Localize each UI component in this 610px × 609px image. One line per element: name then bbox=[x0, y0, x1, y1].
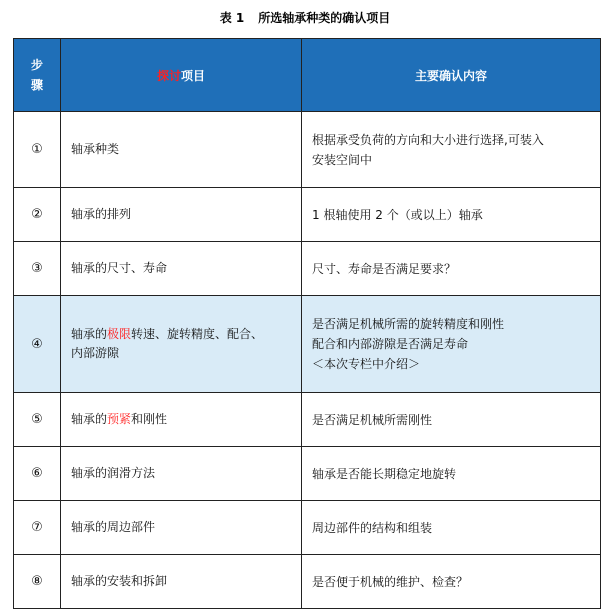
step-number: ⑧ bbox=[14, 555, 61, 609]
check-item: 轴承种类 bbox=[61, 112, 302, 188]
confirmation-table bbox=[13, 38, 601, 609]
step-number: ⑥ bbox=[14, 447, 61, 501]
caption-title: 所选轴承种类的确认项目 bbox=[258, 10, 391, 25]
table-row bbox=[14, 393, 601, 447]
table-row bbox=[14, 555, 601, 609]
header-item-highlight: 探讨 bbox=[156, 68, 181, 83]
table-row bbox=[14, 501, 601, 555]
check-item: 轴承的尺寸、寿命 bbox=[61, 242, 302, 296]
check-content: 尺寸、寿命是否满足要求？ bbox=[302, 242, 601, 296]
check-item: 轴承的排列 bbox=[61, 188, 302, 242]
check-content: 是否满足机械所需刚性 bbox=[302, 393, 601, 447]
header-content: 主要确认内容 bbox=[302, 39, 601, 112]
highlight-text: 极限 bbox=[107, 327, 132, 341]
step-number: ② bbox=[14, 188, 61, 242]
table-row bbox=[14, 447, 601, 501]
check-content: 根据承受负荷的方向和大小进行选择,可装入 安装空间中 bbox=[302, 112, 601, 188]
step-number: ④ bbox=[14, 296, 61, 393]
step-number: ⑦ bbox=[14, 501, 61, 555]
check-item: 轴承的安装和拆卸 bbox=[61, 555, 302, 609]
check-content: 是否满足机械所需的旋转精度和刚性 配合和内部游隙是否满足寿命 ＜本次专栏中介绍＞ bbox=[302, 296, 601, 393]
step-number: ① bbox=[14, 112, 61, 188]
header-row bbox=[14, 39, 601, 112]
highlight-text: 预紧 bbox=[107, 412, 132, 426]
table-row bbox=[14, 242, 601, 296]
check-content: 轴承是否能长期稳定地旋转 bbox=[302, 447, 601, 501]
check-content: 周边部件的结构和组装 bbox=[302, 501, 601, 555]
header-item-rest: 项目 bbox=[181, 68, 206, 83]
table-caption bbox=[0, 0, 610, 34]
header-step: 步 骤 bbox=[14, 39, 61, 112]
check-item: 轴承的极限转速、旋转精度、配合、 内部游隙 bbox=[61, 296, 302, 393]
check-item: 轴承的周边部件 bbox=[61, 501, 302, 555]
step-number: ③ bbox=[14, 242, 61, 296]
table-row bbox=[14, 112, 601, 188]
check-item: 轴承的预紧和刚性 bbox=[61, 393, 302, 447]
header-item bbox=[61, 39, 302, 112]
caption-label: 表 1 bbox=[219, 10, 245, 25]
table-row-highlighted bbox=[14, 296, 601, 393]
table-row bbox=[14, 188, 601, 242]
check-item: 轴承的润滑方法 bbox=[61, 447, 302, 501]
step-number: ⑤ bbox=[14, 393, 61, 447]
check-content: 1 根轴使用 2 个（或以上）轴承 bbox=[302, 188, 601, 242]
check-content: 是否便于机械的维护、检查？ bbox=[302, 555, 601, 609]
